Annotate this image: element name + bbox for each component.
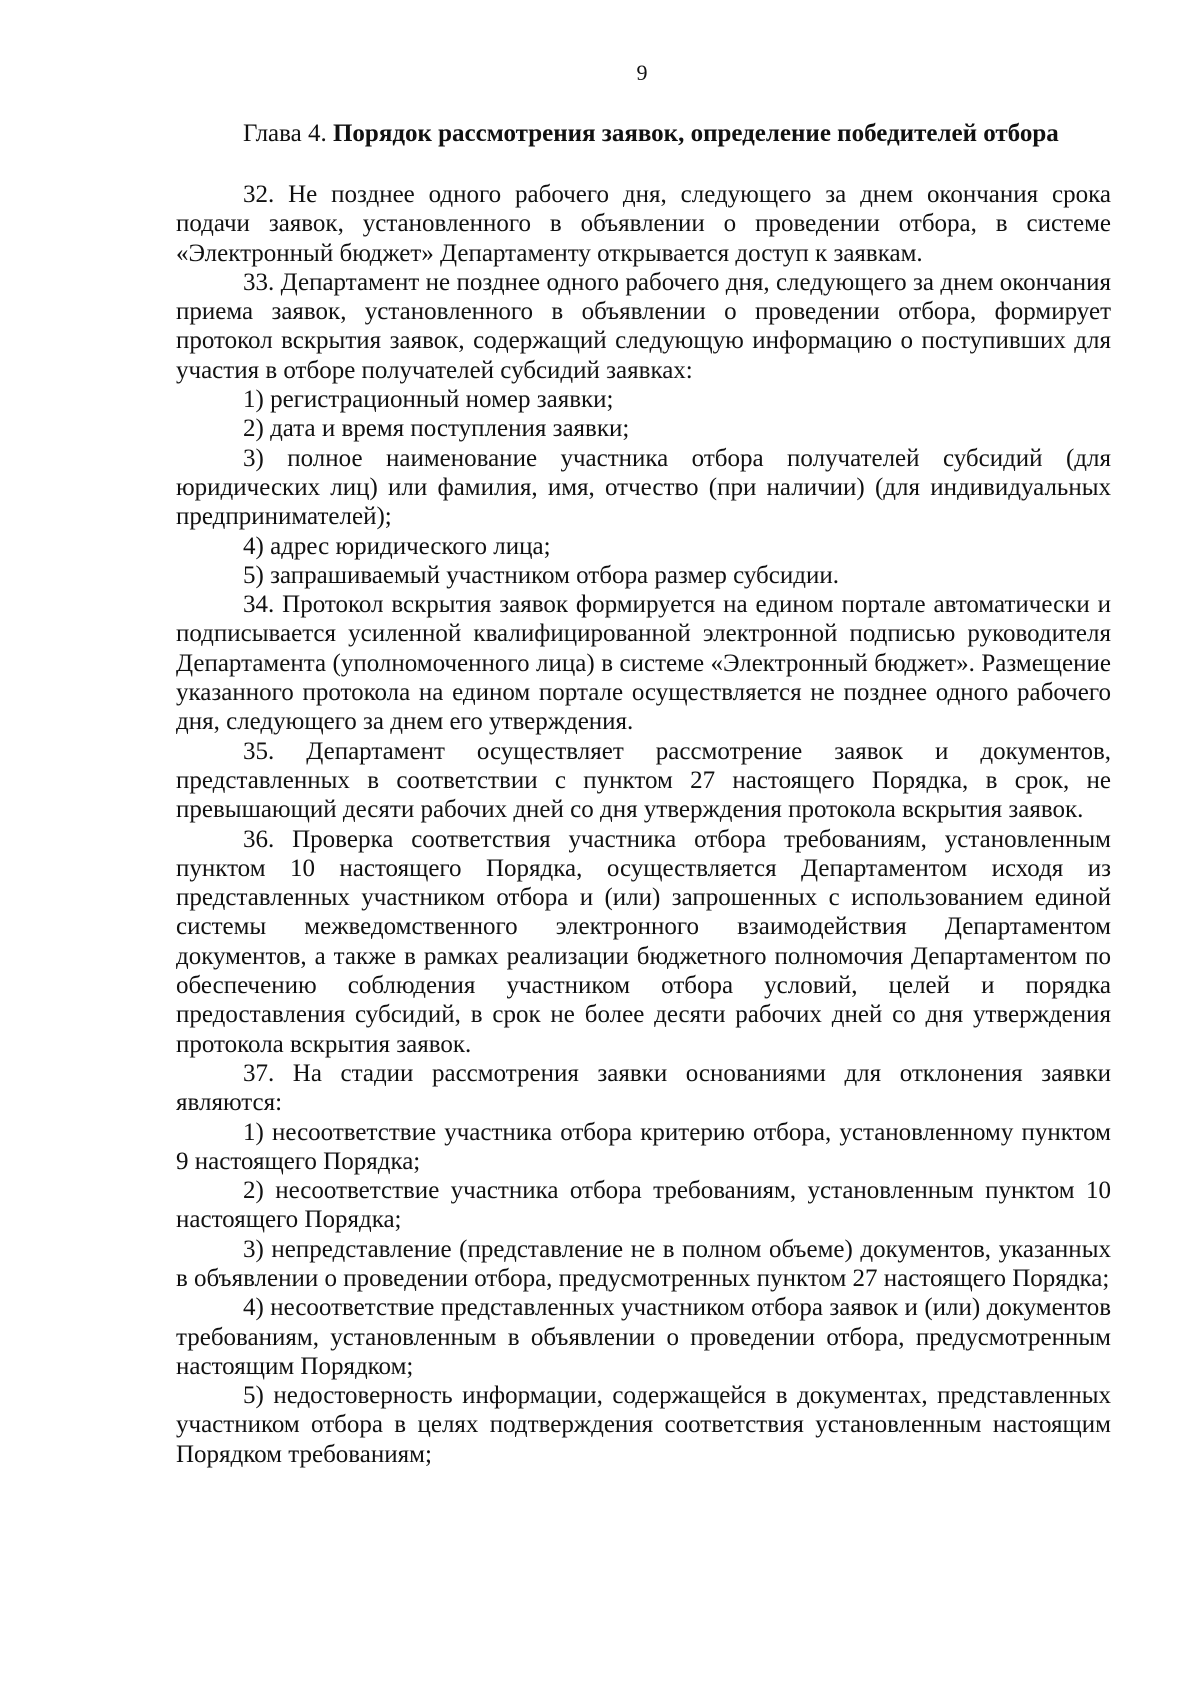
paragraph-37-item-5: 5) недостоверность информации, содержащейся в документах, представленных участником отбора в целях подтверждения соответствия установленным настоящим Порядком требованиям; [176,1382,1111,1468]
paragraph-34: 34. Протокол вскрытия заявок формируется на едином портале автоматически и подписывается усиленной квалифицированной электронной подписью руководителя Департамента (уполномоченного лица) в системе «Электронный бюджет». Размещение указанного протокола на едином портале осуществляется не позднее одного рабочего дня, следующего за днем его утверждения. [176,591,1111,736]
paragraph-36: 36. Проверка соответствия участника отбора требованиям, установленным пунктом 10 настоящего Порядка, осуществляется Департаментом исходя из представленных участником отбора и (или) запрошенных с использованием единой системы межведомственного электронного взаимодействия Департаментом документов, а также в рамках реализации бюджетного полномочия Департаментом по обеспечению соблюдения участником отбора условий, целей и порядка предоставления субсидий, в срок не более десяти рабочих дней со дня утверждения протокола вскрытия заявок. [176,825,1111,1058]
paragraph-37-item-2: 2) несоответствие участника отбора требованиям, установленным пунктом 10 настоящего Порядка; [176,1177,1111,1234]
chapter-heading [243,118,1103,150]
page-number: 9 [636,60,648,85]
document-body [176,180,1111,1469]
chapter-prefix: Глава 4. [243,120,327,147]
paragraph-37-item-1: 1) несоответствие участника отбора критерию отбора, установленному пунктом 9 настоящего Порядка; [176,1118,1111,1175]
paragraph-37-item-3: 3) непредставление (представление не в полном объеме) документов, указанных в объявлении о проведении отбора, предусмотренных пунктом 27 настоящего Порядка; [176,1235,1111,1292]
paragraph-33: 33. Департамент не позднее одного рабочего дня, следующего за днем окончания приема заявок, установленного в объявлении о проведении отбора, формирует протокол вскрытия заявок, содержащий следующую информацию о поступивших для участия в отборе получателей субсидий заявках: [176,268,1111,384]
chapter-title: Порядок рассмотрения заявок, определение победителей отбора [332,120,1059,147]
paragraph-33-item-3: 3) полное наименование участника отбора получателей субсидий (для юридических лиц) или фамилия, имя, отчество (при наличии) (для индивидуальных предпринимателей); [176,444,1111,531]
paragraph-33-item-1: 1) регистрационный номер заявки; [243,386,614,414]
paragraph-33-item-2: 2) дата и время поступления заявки; [243,415,630,443]
paragraph-33-item-5: 5) запрашиваемый участником отбора размер субсидии. [243,561,839,589]
paragraph-33-item-4: 4) адрес юридического лица; [243,532,551,560]
paragraph-37-item-4: 4) несоответствие представленных участником отбора заявок и (или) документов требованиям, установленным в объявлении о проведении отбора, предусмотренным настоящим Порядком; [176,1294,1111,1380]
paragraph-37: 37. На стадии рассмотрения заявки основаниями для отклонения заявки являются: [176,1059,1111,1117]
paragraph-32: 32. Не позднее одного рабочего дня, следующего за днем окончания срока подачи заявок, установленного в объявлении о проведении отбора, в системе «Электронный бюджет» Департаменту открывается доступ к заявкам. [176,181,1111,267]
paragraph-35: 35. Департамент осуществляет рассмотрение заявок и документов, представленных в соответствии с пунктом 27 настоящего Порядка, в срок, не превышающий десяти рабочих дней со дня утверждения протокола вскрытия заявок. [176,737,1111,824]
